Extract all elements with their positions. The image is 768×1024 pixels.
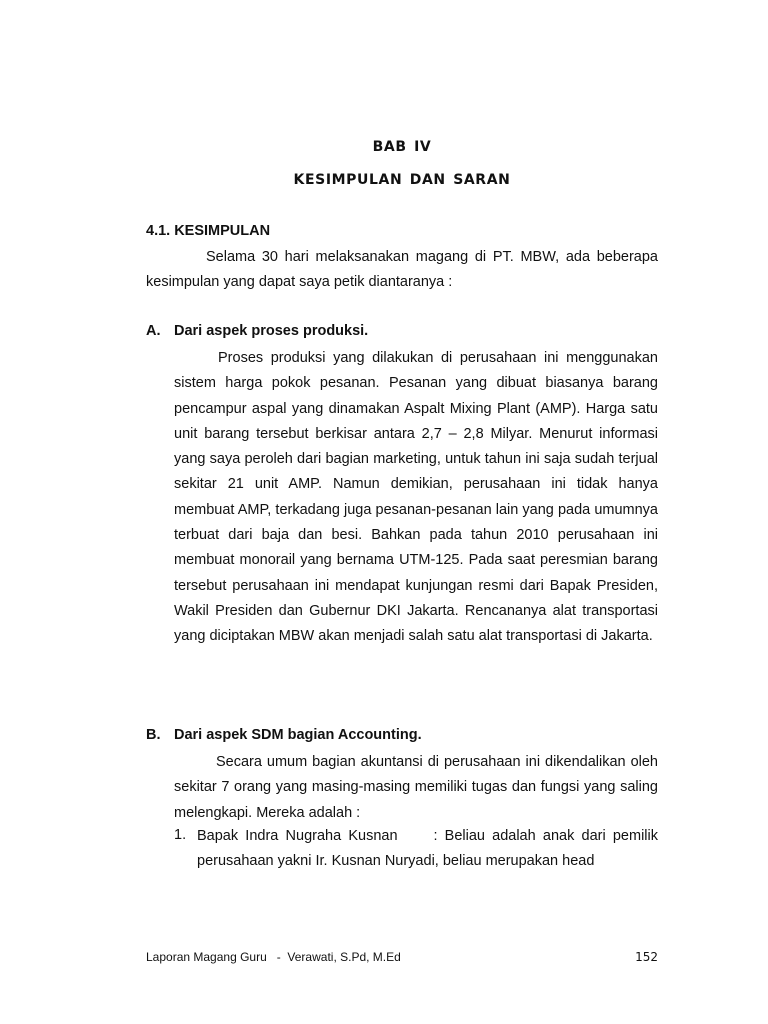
footer-text: Laporan Magang Guru - Verawati, S.Pd, M.Ed bbox=[146, 950, 401, 964]
part-a-label: A. bbox=[146, 323, 161, 339]
part-a-paragraph: Proses produksi yang dilakukan di perusahaan ini menggunakan sistem harga pokok pesanan. Pesanan yang dibuat biasanya barang pencampur aspal yang dinamakan Aspalt Mixing Plant (AMP). Harga satu unit barang tersebut berkisar antara 2,7 – 2,8 Milyar. Menurut informasi yang saya peroleh dari bagian marketing, untuk tahun ini saja sudah terjual sekitar 21 unit AMP. Namun demikian, perusahaan ini tidak hanya membuat AMP, terkadang juga pesanan-pesanan lain yang pada umumnya terbuat dari baja dan besi. Bahkan pada tahun 2010 perusahaan ini membuat monorail yang bernama UTM-125. Pada saat peresmian barang tersebut perusahaan ini mendapat kunjungan resmi dari Bapak Presiden, Wakil Presiden dan Gubernur DKI Jakarta. Rencananya alat transportasi yang diciptakan MBW akan menjadi salah satu alat transportasi di Jakarta. bbox=[174, 350, 658, 645]
part-a-title: Dari aspek proses produksi. bbox=[174, 323, 369, 339]
chapter-label: BAB IV bbox=[372, 139, 432, 155]
page-number: 152 bbox=[635, 950, 658, 964]
part-b-label: B. bbox=[146, 727, 161, 743]
chapter-title: KESIMPULAN DAN SARAN bbox=[293, 172, 511, 188]
list-item-text: Bapak Indra Nugraha Kusnan : Beliau adalah anak dari pemilik perusahaan yakni Ir. Kusnan Nuryadi, beliau merupakan head bbox=[197, 828, 663, 870]
section-heading: 4.1. KESIMPULAN bbox=[146, 223, 271, 239]
part-b-title: Dari aspek SDM bagian Accounting. bbox=[174, 727, 422, 743]
section-intro-paragraph: Selama 30 hari melaksanakan magang di PT. MBW, ada beberapa kesimpulan yang dapat saya petik diantaranya : bbox=[146, 249, 658, 291]
list-item-number: 1. bbox=[174, 827, 187, 843]
part-b-paragraph: Secara umum bagian akuntansi di perusahaan ini dikendalikan oleh sekitar 7 orang yang masing-masing memiliki tugas dan fungsi yang saling melengkapi. Mereka adalah : bbox=[174, 754, 658, 821]
part-b-heading bbox=[146, 727, 422, 743]
part-a-heading bbox=[146, 323, 368, 339]
